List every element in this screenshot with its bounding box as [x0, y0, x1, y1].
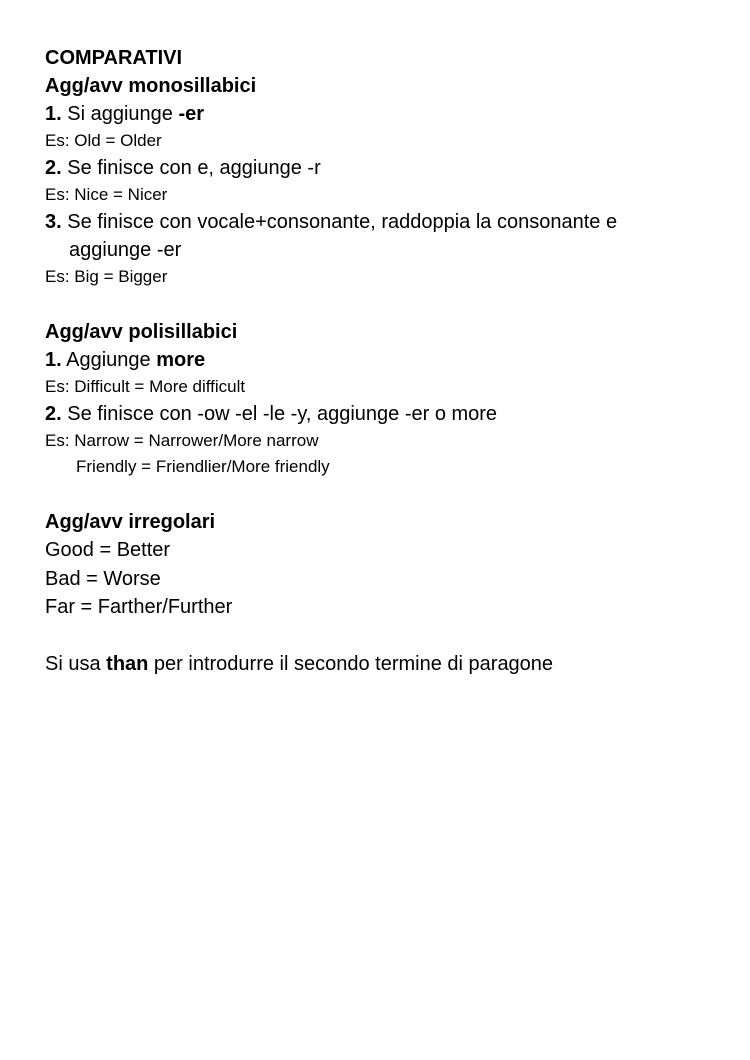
example-polysyllabic-1: Es: Difficult = More difficult	[45, 377, 246, 396]
section-heading-irregular: Agg/avv irregolari	[45, 511, 216, 533]
irregular-item: Far = Farther/Further	[45, 596, 233, 618]
rule-keyword: -er	[178, 103, 205, 125]
document-page	[45, 44, 725, 678]
rule-polysyllabic-2	[45, 400, 725, 428]
example-monosyllabic-1: Es: Old = Older	[45, 131, 162, 150]
rule-text: Si aggiunge	[61, 103, 179, 125]
rule-text: Se finisce con vocale+consonante, raddoppia la consonante e	[61, 211, 618, 233]
section-spacer	[45, 622, 725, 650]
document-title: COMPARATIVI	[45, 47, 183, 69]
rule-number: 3.	[45, 211, 62, 233]
rule-text: Se finisce con -ow -el -le -y, aggiunge -er o more	[61, 403, 498, 425]
irregular-item: Good = Better	[45, 539, 171, 561]
note-text-before: Si usa	[45, 652, 107, 675]
example-polysyllabic-2b: Friendly = Friendlier/More friendly	[76, 457, 330, 476]
rule-monosyllabic-2	[45, 154, 725, 182]
example-monosyllabic-3: Es: Big = Bigger	[45, 267, 168, 286]
rule-number: 1.	[45, 349, 62, 371]
rule-monosyllabic-1	[45, 100, 725, 128]
rule-monosyllabic-3	[45, 208, 725, 236]
section-spacer	[45, 290, 725, 318]
irregular-item: Bad = Worse	[45, 567, 161, 590]
rule-number: 2.	[45, 157, 62, 179]
example-monosyllabic-2: Es: Nice = Nicer	[45, 185, 168, 204]
rule-polysyllabic-1	[45, 346, 725, 374]
note-keyword: than	[106, 652, 149, 675]
section-spacer	[45, 480, 725, 508]
section-heading-polysyllabic: Agg/avv polisillabici	[45, 321, 238, 343]
rule-monosyllabic-3-continuation: aggiunge -er	[69, 239, 182, 261]
rule-number: 2.	[45, 403, 62, 425]
rule-text: Aggiunge	[61, 349, 157, 371]
note-text-after: per introdurre il secondo termine di paragone	[148, 652, 554, 675]
example-polysyllabic-2a: Es: Narrow = Narrower/More narrow	[45, 431, 319, 450]
rule-keyword: more	[156, 349, 206, 371]
comparison-note	[45, 650, 725, 679]
rule-number: 1.	[45, 103, 62, 125]
rule-text: Se finisce con e, aggiunge -r	[61, 157, 321, 179]
section-heading-monosyllabic: Agg/avv monosillabici	[45, 75, 257, 97]
